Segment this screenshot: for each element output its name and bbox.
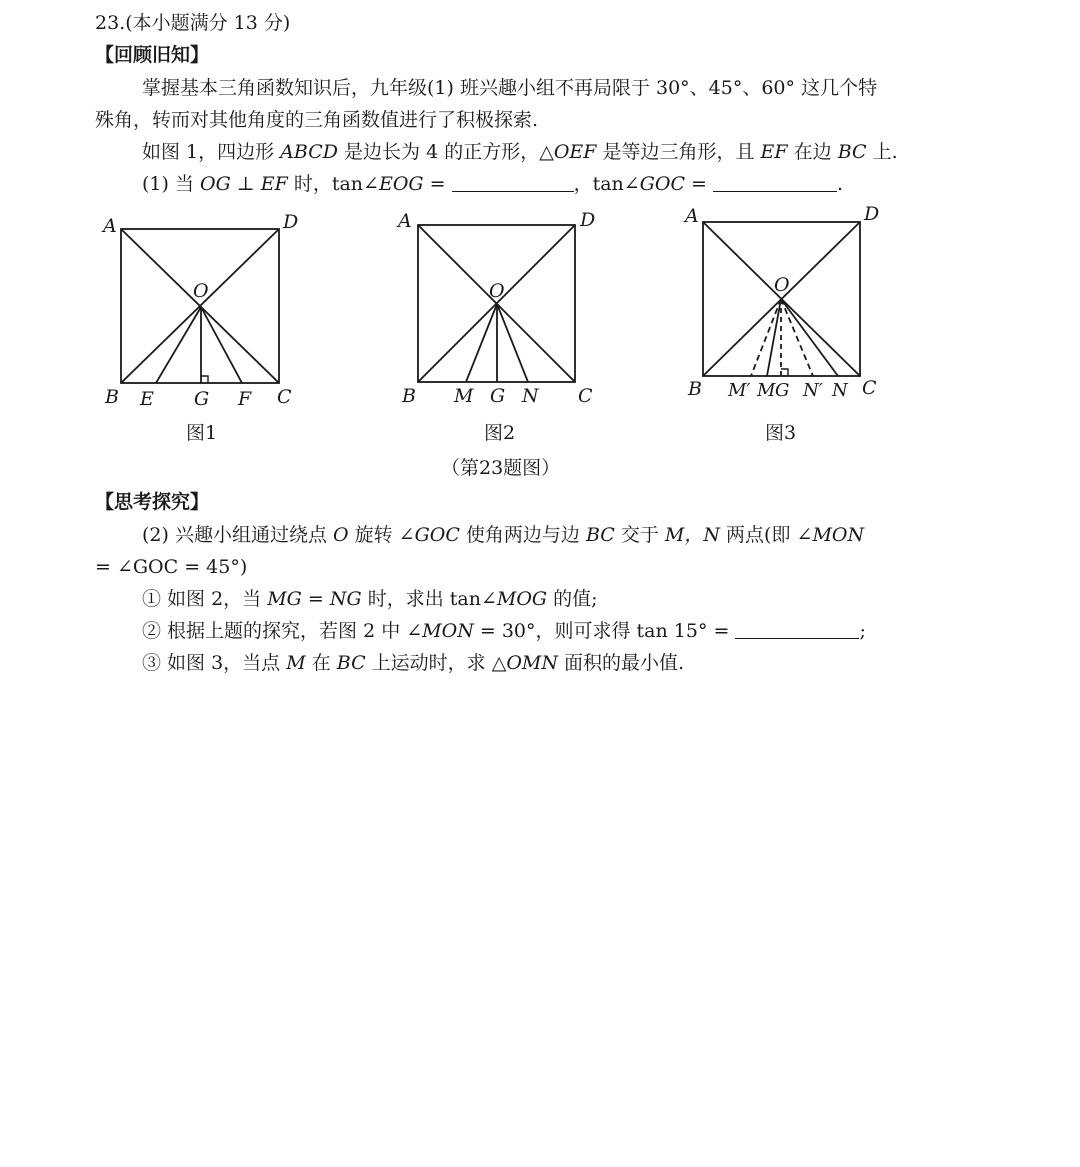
answer-blank-tan-goc[interactable] (713, 173, 837, 192)
fig3-label-m-prime: M′ (728, 380, 751, 401)
text-run: ② 根据上题的探究，若图 2 中 ∠ (142, 620, 423, 642)
figure-1-caption: 图1 (186, 422, 218, 444)
question-1 (142, 171, 843, 197)
fig2-label-a: A (398, 210, 412, 232)
explore-intro-line2: = ∠GOC = 45°) (95, 556, 248, 578)
text-run: 是等边三角形，且 (596, 141, 761, 163)
fig2-label-o: O (489, 280, 505, 302)
fig2-label-n: N (522, 385, 539, 407)
fig3-label-g: G (775, 380, 790, 401)
review-heading: 【回顾旧知】 (95, 44, 210, 66)
math-goc: GOC (639, 173, 685, 195)
math-mon: MON (812, 524, 865, 546)
fig2-line-on (497, 304, 528, 382)
fig2-line-om (466, 304, 497, 382)
text-run: (1) 当 (142, 173, 200, 195)
fig2-label-m: M (454, 385, 474, 407)
problem-number: 23. (95, 12, 126, 34)
math-ef: EF (260, 173, 288, 195)
fig2-label-d: D (580, 209, 596, 231)
fig1-label-o: O (193, 280, 209, 302)
fig1-label-g: G (194, 388, 210, 410)
text-run: = 30°，则可求得 tan 15° = (473, 620, 736, 642)
fig1-right-angle-mark (201, 376, 208, 383)
text-run: 面积的最小值. (558, 652, 685, 674)
text-run: 上. (866, 141, 898, 163)
math-bc: BC (837, 141, 867, 163)
math-mn: M，N (664, 524, 721, 546)
sub-question-3 (142, 650, 684, 676)
math-omn: OMN (506, 652, 558, 674)
math-mg: MG (267, 588, 302, 610)
text-run: 在 (305, 652, 337, 674)
figure1-description (142, 139, 898, 165)
math-ng: NG (329, 588, 362, 610)
text-run: 上运动时，求 △ (365, 652, 507, 674)
fig3-line-om-prime (751, 299, 781, 376)
text-run: 使角两边与边 (459, 524, 586, 546)
text-run: 是边长为 4 的正方形，△ (337, 141, 554, 163)
fig3-label-c: C (862, 377, 877, 399)
fig1-label-c: C (277, 386, 292, 408)
figure-1-diagram (121, 229, 279, 383)
text-run: ; (859, 620, 866, 642)
fig1-label-a: A (103, 215, 117, 237)
text-run: 在边 (787, 141, 838, 163)
text-run: = (301, 588, 330, 610)
fig3-label-a: A (685, 205, 699, 227)
text-run: 的值; (547, 588, 598, 610)
math-bc: BC (585, 524, 615, 546)
math-o: O (333, 524, 349, 546)
fig3-label-m: M (757, 380, 776, 401)
math-bc: BC (336, 652, 366, 674)
math-eog: EOG (378, 173, 424, 195)
text-run: (2) 兴趣小组通过绕点 (142, 524, 333, 546)
math-goc: GOC (414, 524, 460, 546)
fig2-label-g: G (490, 385, 506, 407)
problem-score: (本小题满分 13 分) (125, 12, 291, 34)
fig1-label-f: F (238, 388, 252, 410)
math-ef: EF (760, 141, 788, 163)
text-run: . (837, 173, 844, 195)
fig1-label-e: E (140, 388, 154, 410)
text-run: ⊥ (230, 173, 261, 195)
review-paragraph-line2: 殊角，转而对其他角度的三角函数值进行了积极探索. (95, 109, 539, 131)
fig1-line-oe (156, 307, 201, 383)
math-og: OG (200, 173, 231, 195)
math-mon: MON (422, 620, 474, 642)
fig3-label-n-prime: N′ (803, 380, 823, 401)
text-run: = (685, 173, 713, 195)
fig3-label-o: O (774, 274, 790, 296)
fig3-right-angle-mark (781, 369, 788, 376)
text-run: ① 如图 2，当 (142, 588, 268, 610)
fig2-label-c: C (578, 385, 593, 407)
figure-group-caption: （第23题图） (441, 457, 561, 479)
fig2-label-b: B (402, 385, 416, 407)
fig3-label-b: B (688, 378, 702, 400)
text-run: 时，tan∠ (287, 173, 379, 195)
fig3-line-on (781, 299, 838, 376)
problem-header (95, 10, 290, 36)
figure-2-caption: 图2 (484, 422, 516, 444)
answer-blank-tan15[interactable] (735, 620, 859, 639)
fig1-line-of (201, 307, 242, 383)
text-run: ，tan∠ (573, 173, 640, 195)
review-paragraph-line1: 掌握基本三角函数知识后，九年级(1) 班兴趣小组不再局限于 30°、45°、60° 这几个特 (142, 77, 878, 99)
figure-2-diagram (418, 225, 575, 382)
text-run: = (423, 173, 452, 195)
fig3-label-n: N (832, 380, 848, 401)
text-run: 交于 (614, 524, 665, 546)
math-oef: OEF (553, 141, 597, 163)
answer-blank-tan-eog[interactable] (452, 173, 574, 192)
text-run: 两点(即 ∠ (720, 524, 813, 546)
explore-intro-line1 (142, 522, 864, 548)
text-run: 旋转 ∠ (348, 524, 415, 546)
fig1-label-b: B (105, 386, 119, 408)
math-m: M (286, 652, 306, 674)
figure-3-caption: 图3 (765, 422, 797, 444)
sub-question-2 (142, 618, 866, 644)
text-run: 时，求出 tan∠ (361, 588, 497, 610)
fig3-line-on-prime (781, 299, 813, 376)
figure-3-diagram (703, 222, 860, 376)
text-run: ③ 如图 3，当点 (142, 652, 287, 674)
fig1-label-d: D (283, 211, 299, 233)
explore-heading: 【思考探究】 (95, 491, 210, 513)
sub-question-1 (142, 586, 598, 612)
math-mog: MOG (496, 588, 548, 610)
fig3-label-d: D (864, 203, 880, 225)
math-abcd: ABCD (280, 141, 338, 163)
text-run: 如图 1，四边形 (142, 141, 281, 163)
